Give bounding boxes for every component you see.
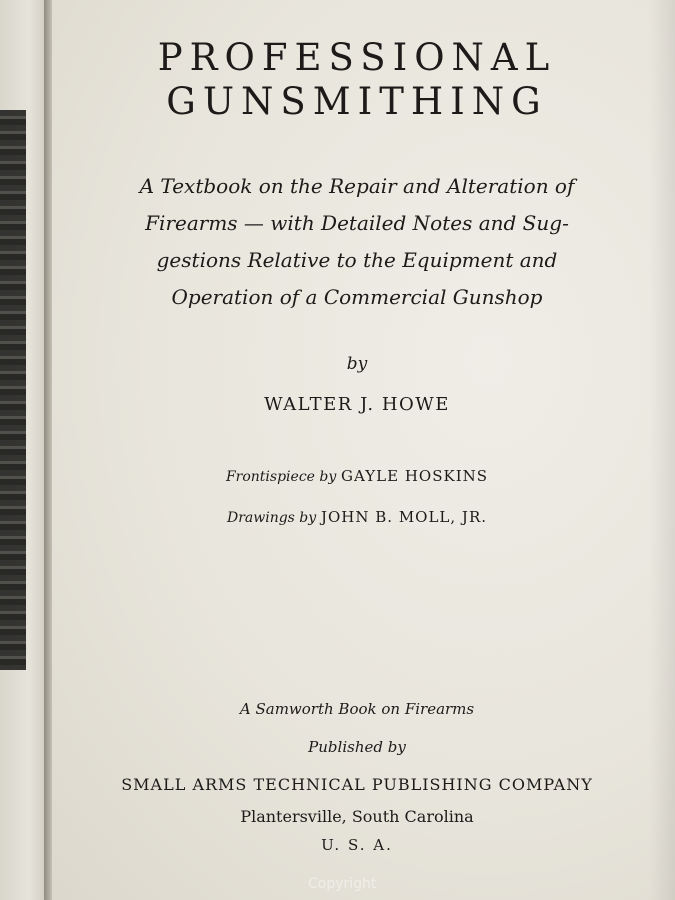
- watermark-text: Copyright: [308, 876, 377, 892]
- series-line: A Samworth Book on Firearms: [239, 700, 475, 718]
- facing-page-edge: [0, 0, 48, 900]
- credit-name: JOHN B. MOLL, JR.: [320, 508, 488, 526]
- title-line-1: PROFESSIONAL: [157, 36, 557, 79]
- author-name: WALTER J. HOWE: [264, 394, 450, 415]
- title-page: [52, 0, 675, 900]
- frontispiece-credit: [52, 467, 662, 485]
- subtitle-line: Firearms — with Detailed Notes and Sug-: [145, 211, 569, 235]
- credit-role: Frontispiece by: [225, 469, 337, 485]
- drawings-credit: [52, 508, 662, 526]
- frontispiece-edge: [0, 110, 26, 670]
- by-label: by: [346, 354, 368, 374]
- book-title: [52, 36, 662, 124]
- publisher-country: U. S. A.: [321, 836, 393, 854]
- page-shadow: [649, 0, 675, 900]
- publisher-location: Plantersville, South Carolina: [240, 807, 474, 826]
- subtitle-line: gestions Relative to the Equipment and: [156, 248, 558, 272]
- title-line-2: GUNSMITHING: [166, 80, 548, 123]
- book-subtitle: [52, 168, 662, 316]
- credit-name: GAYLE HOSKINS: [341, 467, 489, 485]
- publisher-name: SMALL ARMS TECHNICAL PUBLISHING COMPANY: [121, 775, 593, 794]
- subtitle-line: A Textbook on the Repair and Alteration of: [139, 174, 575, 198]
- credit-role: Drawings by: [226, 510, 317, 526]
- subtitle-line: Operation of a Commercial Gunshop: [171, 285, 543, 309]
- published-by-label: Published by: [308, 738, 406, 756]
